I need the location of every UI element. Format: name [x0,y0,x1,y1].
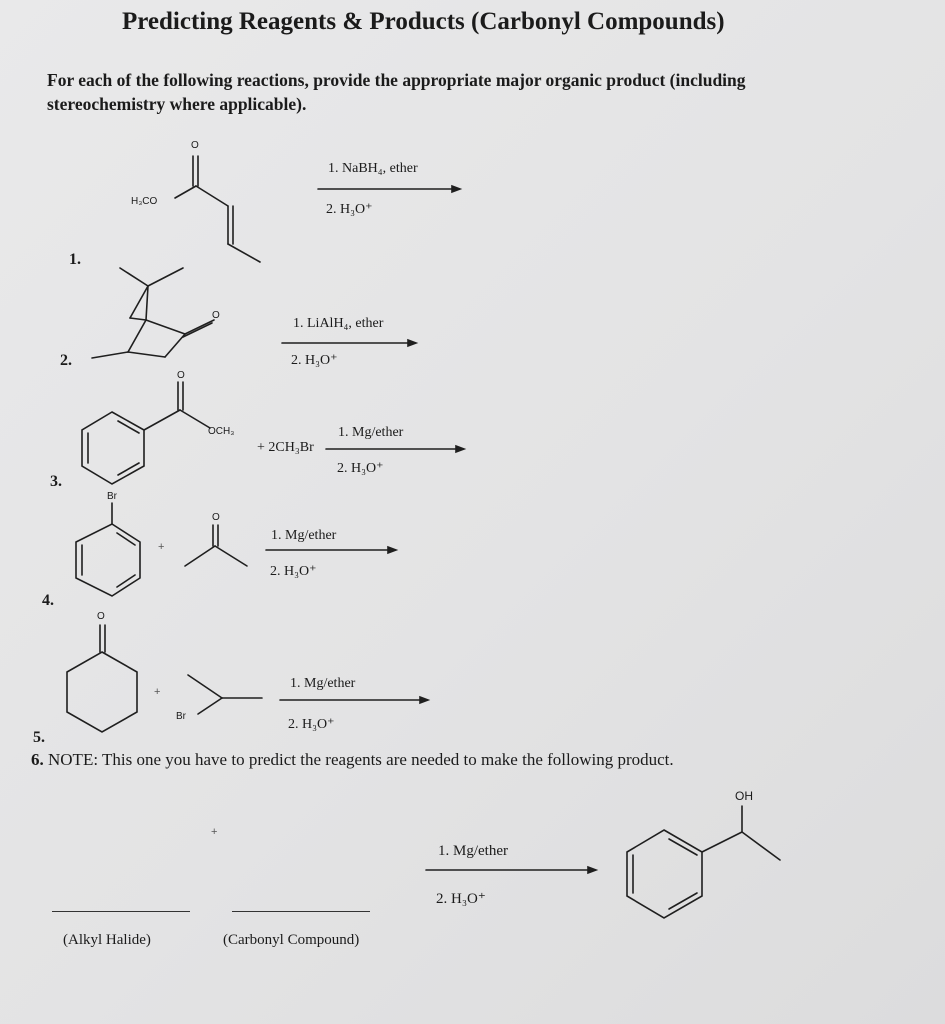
reaction-3-methoxy-label: OCH₃ [208,426,235,437]
reaction-4-bromine-label: Br [107,491,117,502]
reaction-5-structure [67,625,262,732]
question-6-step-2: 2. H₃O⁺ [436,891,486,907]
reaction-5-plus: + [154,686,161,698]
reaction-4-step-1: 1. Mg/ether [271,528,337,543]
reaction-3-carbonyl-o-label: O [177,370,185,381]
reaction-4-step-2: 2. H₃O⁺ [270,564,317,579]
question-6-text: NOTE: This one you have to predict the reagents are needed to make the following product. [48,750,674,769]
alkyl-halide-answer-blank[interactable] [52,911,190,912]
question-6-product [627,806,780,918]
reaction-4-plus: + [158,541,165,553]
question-6-note [31,750,674,770]
carbonyl-compound-answer-blank[interactable] [232,911,370,912]
reaction-4-carbonyl-o-label: O [212,512,220,523]
carbonyl-compound-caption: (Carbonyl Compound) [223,932,360,948]
reaction-1-carbonyl-o-label: O [191,140,199,151]
reaction-5-number: 5. [33,729,45,746]
reaction-3-step-2: 2. H₃O⁺ [337,461,384,476]
reaction-5-step-2: 2. H₃O⁺ [288,717,335,732]
page-title: Predicting Reagents & Products (Carbonyl Compounds) [122,8,725,35]
reaction-5-carbonyl-o-label: O [97,611,105,622]
reaction-3-reagent: + 2CH₃Br [257,440,314,455]
question-6-step-1: 1. Mg/ether [438,843,508,859]
instructions: For each of the following reactions, provide the appropriate major organic product (including stereochemistry where applicable). [47,70,746,114]
reaction-1-methoxy-label: H₃CO [131,196,158,207]
reaction-2-structure [92,268,214,358]
reaction-4-number: 4. [42,592,54,609]
reaction-2-carbonyl-o-label: O [212,310,220,321]
reaction-5-bromine-label: Br [176,711,186,722]
question-6-number: 6. [31,750,44,769]
reaction-3-step-1: 1. Mg/ether [338,425,404,440]
reaction-1-structure [175,156,260,262]
reaction-1-step-2: 2. H₃O⁺ [326,202,373,217]
question-6-plus: + [211,826,218,838]
reaction-5-step-1: 1. Mg/ether [290,676,356,691]
reaction-3-number: 3. [50,473,62,490]
reaction-1-step-1: 1. NaBH₄, ether [328,161,418,176]
question-6-hydroxyl-label: OH [735,789,753,803]
alkyl-halide-caption: (Alkyl Halide) [63,932,151,948]
reaction-2-step-2: 2. H₃O⁺ [291,353,338,368]
reaction-1-number: 1. [69,251,81,268]
reaction-3-structure [82,382,210,484]
reaction-2-step-1: 1. LiAlH₄, ether [293,316,384,331]
reaction-2-number: 2. [60,352,72,369]
